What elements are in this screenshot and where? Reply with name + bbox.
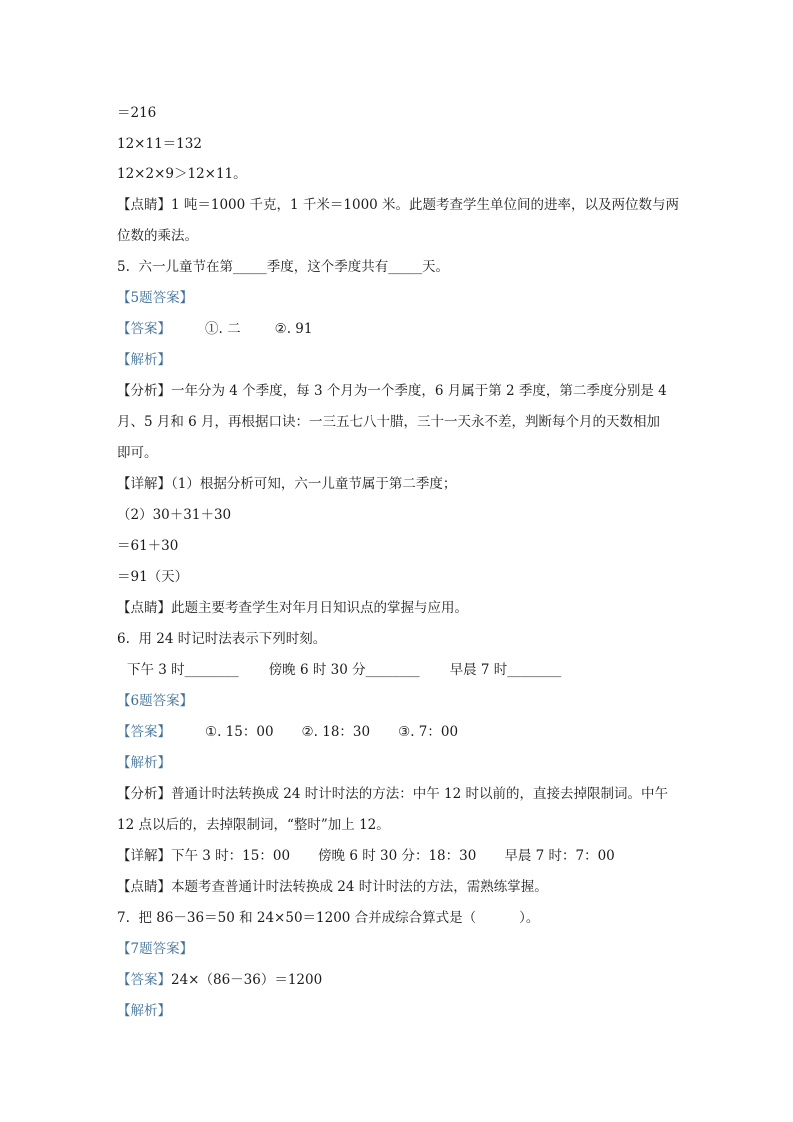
xiangjie-paragraph [117,847,615,865]
fenxi-text: 即可。 [117,445,158,461]
fenxi-text: 月、5 月和 6 月，再根据口诀：一三五七八十腊，三十一天永不差，判断每个月的天数相加 [117,414,661,430]
xiangjie-text: 早晨 7 时：7：00 [504,848,615,864]
xiangjie-text: 下午 3 时：15：00 [171,848,291,864]
dianjing-paragraph [117,196,679,214]
xiangjie-text: 傍晚 6 时 30 分：18：30 [318,848,477,864]
xiangjie-text: ＝61＋30 [117,538,179,554]
fenxi-text: 12 点以后的，去掉限制词，“整时”加上 12。 [117,817,390,833]
fenxi-text: 一年分为 4 个季度，每 3 个月为一个季度，6 月属于第 2 季度，第二季度分别是 4 [171,383,667,399]
dianjing-tag: 【点睛】 [117,879,171,895]
dianjing-tag: 【点睛】 [117,197,171,213]
xiangjie-text: （1）根据分析可知，六一儿童节属于第二季度； [171,476,457,492]
dianjing-paragraph [117,599,468,617]
question-5: 5. 六一儿童节在第_____季度，这个季度共有_____天。 [117,259,449,275]
analysis-header-6: 【解析】 [117,755,171,771]
dianjing-text: 本题考查普通计时法转换成 24 时计时法的方法，需熟练掌握。 [171,879,548,895]
fenxi-paragraph [117,785,668,803]
xiangjie-tag: 【详解】 [117,476,171,492]
answer-item: ①. 15：00 [205,724,274,740]
xiangjie-text: （2）30＋31＋30 [117,507,232,523]
fenxi-tag: 【分析】 [117,383,171,399]
xiangjie-paragraph [117,475,456,493]
dianjing-text: 此题主要考查学生对年月日知识点的掌握与应用。 [171,600,468,616]
answer-header-6: 【6题答案】 [117,693,194,709]
calc-line: ＝216 [117,105,157,121]
analysis-header-5: 【解析】 [117,352,171,368]
calc-line: 12×11＝132 [117,136,202,152]
answer-tag: 【答案】 [117,972,171,988]
answer-line-6 [117,723,458,741]
answer-line-5 [117,320,312,338]
xiangjie-tag: 【详解】 [117,848,171,864]
answer-tag: 【答案】 [117,724,171,740]
fenxi-paragraph [117,382,667,400]
answer-item: ③. 7：00 [398,724,459,740]
answer-item: 24×（86－36）＝1200 [171,972,323,988]
question-7: 7. 把 86－36＝50 和 24×50＝1200 合并成综合算式是（ ）。 [117,910,540,926]
answer-header-5: 【5题答案】 [117,290,194,306]
dianjing-tag: 【点睛】 [117,600,171,616]
question-6-items [127,661,561,679]
analysis-header-7: 【解析】 [117,1003,171,1019]
dianjing-text: 位数的乘法。 [117,228,198,244]
fenxi-tag: 【分析】 [117,786,171,802]
answer-item: ②. 18：30 [301,724,371,740]
dianjing-text: 1 吨＝1000 千克，1 千米＝1000 米。此题考查学生单位间的进率，以及两位数与两 [171,197,680,213]
calc-line: 12×2×9＞12×11。 [117,166,247,182]
answer-item: ①. 二 [205,321,241,337]
xiangjie-text: ＝91（天） [117,569,189,585]
time-item: 下午 3 时________ [127,662,239,678]
dianjing-paragraph [117,878,548,896]
time-item: 早晨 7 时________ [449,662,562,678]
question-6: 6. 用 24 时记时法表示下列时刻。 [117,631,327,647]
answer-line-7 [117,971,322,989]
answer-tag: 【答案】 [117,321,171,337]
time-item: 傍晚 6 时 30 分________ [268,662,420,678]
answer-item: ②. 91 [274,321,313,337]
fenxi-text: 普通计时法转换成 24 时计时法的方法：中午 12 时以前的，直接去掉限制词。中午 [171,786,669,802]
answer-header-7: 【7题答案】 [117,941,194,957]
